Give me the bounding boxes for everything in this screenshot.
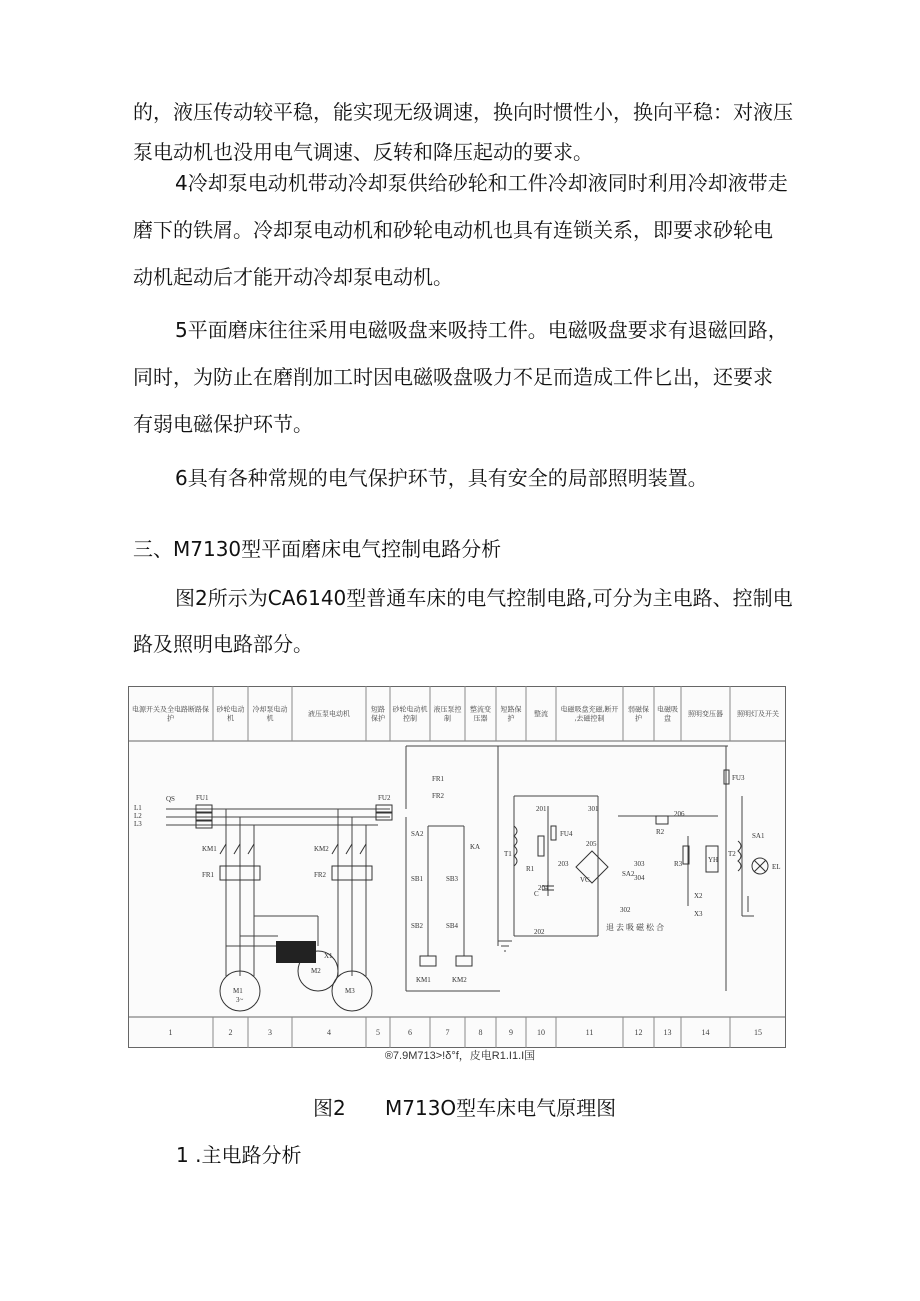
label-el: EL [772,863,781,871]
label-l2: L2 [134,812,142,820]
header-cell-10: 整流 [534,710,548,718]
text-line: 路及照明电路部分。 [133,632,313,656]
label-fr2-contact: FR2 [432,792,445,800]
label-201: 201 [536,805,547,813]
header-cell-4: 液压泵电动机 [308,710,350,718]
paragraph-4 [133,458,793,498]
label-204: 204 [538,884,549,892]
label-x2: X2 [694,892,703,900]
label-m3: M3 [345,987,355,995]
header-cell-6: 砂轮电动机控制 [392,705,428,723]
subheading: 1 .主电路分析 [176,1143,302,1167]
label-motor-type: 3~ [236,996,244,1004]
section-heading: 三、M7130型平面磨床电气控制电路分析 [133,537,502,561]
text-line: 动机起动后才能开动冷却泵电动机。 [133,265,453,289]
footer-cell-12: 12 [634,1028,643,1037]
label-fu3: FU3 [732,774,745,782]
text-line: 4冷却泵电动机带动冷却泵供给砂轮和工件冷却液同时利用冷却液带走 [175,171,788,195]
label-fr2: FR2 [314,871,327,879]
figure-caption-number: 图2 [313,1096,346,1120]
header-cell-14: 照明变压器 [688,710,723,718]
header-cell-5: 短路保护 [371,705,385,723]
footer-cell-11: 11 [585,1028,594,1037]
label-km1: KM1 [202,845,217,853]
header-cell-8: 整流变压器 [470,705,491,723]
header-cell-12: 弱磁保护 [628,705,649,723]
text-line: 5平面磨床往往采用电磁吸盘来吸持工件。电磁吸盘要求有退磁回路， [175,318,788,342]
paragraph-2 [133,163,793,297]
text-line: 的，液压传动较平稳，能实现无级调速，换向时惯性小，换向平稳：对液压 [133,100,793,124]
label-m1: M1 [233,987,243,995]
label-205: 205 [586,840,597,848]
label-c: C [534,890,539,898]
header-cell-15: 照明灯及开关 [737,710,779,718]
label-303: 303 [634,860,645,868]
circuit-diagram [128,686,786,1048]
label-bottom-text: 退 去 吸 磁 松 合 [606,923,664,932]
footer-cell-7: 7 [445,1028,450,1037]
text-line: 磨下的铁屑。冷却泵电动机和砂轮电动机也具有连锁关系，即要求砂轮电 [133,218,773,242]
footer-cell-1: 1 [168,1028,173,1037]
label-ka: KA [470,843,481,851]
footer-cell-5: 5 [376,1028,380,1037]
header-cell-1: 电源开关及全电路断路保护 [132,705,209,723]
footer-cell-8: 8 [478,1028,483,1037]
label-l1: L1 [134,804,142,812]
intro-paragraph [133,578,793,664]
label-x1: X1 [324,952,333,960]
label-301: 301 [588,805,599,813]
paragraph-1 [133,92,793,172]
label-sb1: SB1 [411,875,424,883]
label-t1: T1 [504,850,512,858]
label-302: 302 [620,906,631,914]
label-km2: KM2 [314,845,329,853]
label-x3: X3 [694,910,703,918]
header-cell-7: 液压泵控制 [433,705,462,723]
label-sa1: SA1 [752,832,765,840]
label-m2: M2 [311,967,321,975]
footer-cell-15: 15 [754,1028,762,1037]
label-sb4: SB4 [446,922,459,930]
header-cell-2: 砂轮电动机 [216,705,245,723]
label-r2: R2 [656,828,665,836]
header-cell-9: 短路保护 [500,705,522,723]
figure-caption-title: M713O型车床电气原理图 [385,1096,617,1120]
label-r1: R1 [526,865,535,873]
label-202: 202 [534,928,545,936]
footer-cell-10: 10 [537,1028,545,1037]
text-line: 有弱电磁保护环节。 [133,412,313,436]
label-qs: QS [166,795,175,803]
text-line: 图2所示为CA6140型普通车床的电气控制电路,可分为主电路、控制电 [175,586,793,610]
label-l3: L3 [134,820,142,828]
label-sb2: SB2 [411,922,424,930]
label-t2: T2 [728,850,736,858]
label-304: 304 [634,874,645,882]
figure-small-caption: ®7.9M713>!δ°f，皮电R1.I1.I国 [384,1050,536,1062]
header-cell-11: 电磁吸盘充磁,断开,去磁控制 [560,705,619,723]
label-vc: VC [580,876,590,884]
label-r3: R3 [674,860,683,868]
header-cell-13: 电磁吸盘 [657,705,678,723]
footer-cell-14: 14 [701,1028,710,1037]
label-fu4: FU4 [560,830,573,838]
label-sa2: SA2 [411,830,424,838]
label-fr1-contact: FR1 [432,775,445,783]
footer-cell-2: 2 [228,1028,233,1037]
footer-cell-6: 6 [408,1028,412,1037]
label-206: 206 [674,810,685,818]
footer-cell-3: 3 [268,1028,272,1037]
text-line: 6具有各种常规的电气保护环节，具有安全的局部照明装置。 [175,466,708,490]
label-km2-coil: KM2 [452,976,467,984]
footer-cell-4: 4 [327,1028,331,1037]
footer-cell-13: 13 [663,1028,672,1037]
text-line: 同时，为防止在磨削加工时因电磁吸盘吸力不足而造成工件匕出，还要求 [133,365,773,389]
label-fu2: FU2 [378,794,391,802]
paragraph-3 [133,310,793,444]
label-203: 203 [558,860,569,868]
footer-cell-9: 9 [509,1028,513,1037]
label-km1-coil: KM1 [416,976,431,984]
text-line: 泵电动机也没用电气调速、反转和降压起动的要求。 [133,140,593,164]
label-fu1: FU1 [196,794,209,802]
label-fr1: FR1 [202,871,215,879]
label-sa2-magnet: SA2 [622,870,635,878]
label-sb3: SB3 [446,875,459,883]
header-cell-3: 冷却泵电动机 [252,705,288,723]
label-yh: YH [708,856,719,864]
